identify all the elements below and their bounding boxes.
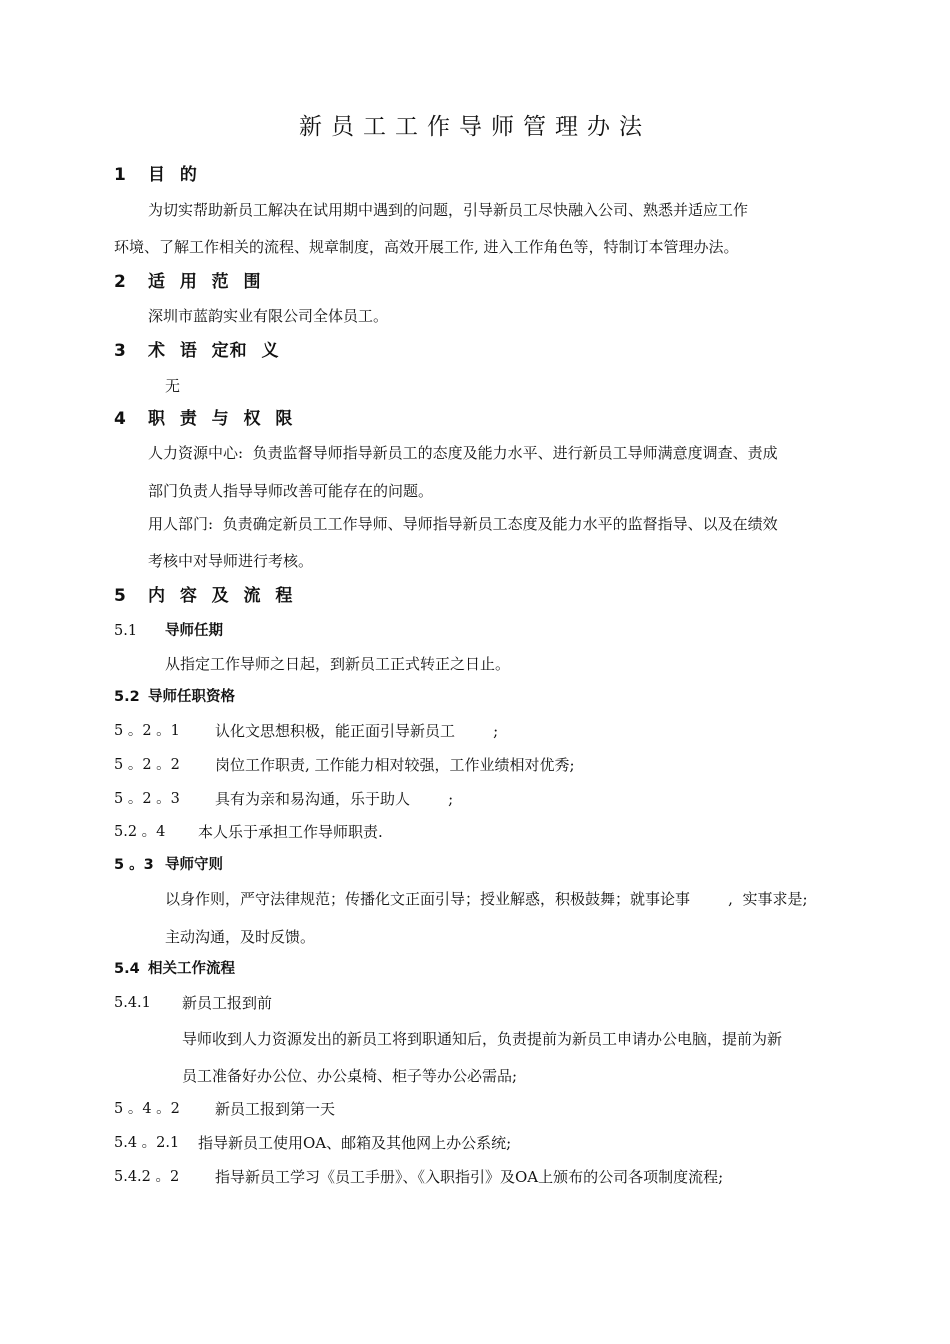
section-3-heading: 术 语 定和 义: [148, 341, 280, 361]
subsection-5-1-paragraph: 从指定工作导师之日起，到新员工正式转正之日止。: [165, 655, 511, 673]
item-5-4-2-2-text: 指导新员工学习《员工手册》、《入职指引》及OA上颁布的公司各项制度流程;: [215, 1168, 724, 1186]
item-5-2-4-text: 本人乐于承担工作导师职责.: [198, 823, 383, 841]
item-5-4-2-1-text: 指导新员工使用OA、邮箱及其他网上办公系统;: [198, 1134, 512, 1152]
item-5-4-2-number: 5 。4 。2: [114, 1101, 180, 1117]
item-5-4-1-number: 5.4.1: [114, 995, 151, 1011]
section-5-number: 5: [114, 586, 127, 606]
subsection-5-2-number: 5.2: [114, 689, 140, 705]
section-3-paragraph: 无: [165, 377, 181, 395]
section-4-paragraph-1-line-1: 人力资源中心: 负责监督导师指导新员工的态度及能力水平、进行新员工导师满意度调查、责成: [148, 444, 778, 462]
section-4-number: 4: [114, 409, 127, 429]
subsection-5-1-number: 5.1: [114, 623, 138, 639]
item-5-2-3-number: 5 。2 。3: [114, 791, 180, 807]
item-5-2-3-text: 具有为亲和易沟通，乐于助人 ;: [215, 790, 454, 808]
item-5-2-2-number: 5 。2 。2: [114, 757, 180, 773]
item-5-2-4-number: 5.2 。4: [114, 824, 166, 840]
section-1-paragraph-line-2: 环境、了解工作相关的流程、规章制度，高效开展工作, 进入工作角色等，特制订本管理办法。: [114, 238, 739, 256]
subsection-5-4-number: 5.4: [114, 961, 140, 977]
item-5-4-1-text: 新员工报到前: [182, 994, 273, 1012]
section-4-paragraph-1-line-2: 部门负责人指导导师改善可能存在的问题。: [148, 482, 434, 500]
item-5-4-1-paragraph-line-2: 员工准备好办公位、办公桌椅、柜子等办公必需品;: [182, 1067, 518, 1085]
item-5-2-1-number: 5 。2 。1: [114, 723, 180, 739]
item-5-2-1-text: 认化文思想积极，能正面引导新员工 ;: [215, 722, 499, 740]
subsection-5-2-heading: 导师任职资格: [148, 689, 235, 705]
section-2-paragraph: 深圳市蓝韵实业有限公司全体员工。: [148, 307, 389, 325]
subsection-5-4-heading: 相关工作流程: [148, 961, 235, 977]
section-5-heading: 内 容 及 流 程: [148, 586, 294, 606]
section-1-heading: 目 的: [148, 165, 198, 185]
section-1-paragraph-line-1: 为切实帮助新员工解决在试用期中遇到的问题，引导新员工尽快融入公司、熟悉并适应工作: [148, 201, 749, 219]
section-3-number: 3: [114, 341, 127, 361]
item-5-4-1-paragraph-line-1: 导师收到人力资源发出的新员工将到职通知后，负责提前为新员工申请办公电脑，提前为新: [182, 1030, 783, 1048]
section-4-heading: 职 责 与 权 限: [148, 409, 294, 429]
section-2-number: 2: [114, 272, 127, 292]
subsection-5-3-heading: 导师守则: [165, 857, 223, 873]
document-title: 新员工工作导师管理办法: [299, 114, 651, 140]
section-4-paragraph-2-line-1: 用人部门: 负责确定新员工工作导师、导师指导新员工态度及能力水平的监督指导、以及在绩效: [148, 515, 778, 533]
subsection-5-3-number: 5 。3: [114, 857, 154, 873]
subsection-5-3-paragraph-line-1: 以身作则，严守法律规范；传播化文正面引导；授业解惑，积极鼓舞；就事论事 , 实事求是;: [165, 890, 808, 908]
item-5-2-2-text: 岗位工作职责, 工作能力相对较强，工作业绩相对优秀;: [215, 756, 575, 774]
section-2-heading: 适 用 范 围: [148, 272, 262, 292]
item-5-4-2-2-number: 5.4.2 。2: [114, 1169, 180, 1185]
subsection-5-3-paragraph-line-2: 主动沟通，及时反馈。: [165, 928, 316, 946]
section-1-number: 1: [114, 165, 127, 185]
section-4-paragraph-2-line-2: 考核中对导师进行考核。: [148, 552, 314, 570]
item-5-4-2-text: 新员工报到第一天: [215, 1100, 336, 1118]
subsection-5-1-heading: 导师任期: [165, 623, 223, 639]
item-5-4-2-1-number: 5.4 。2.1: [114, 1135, 180, 1151]
